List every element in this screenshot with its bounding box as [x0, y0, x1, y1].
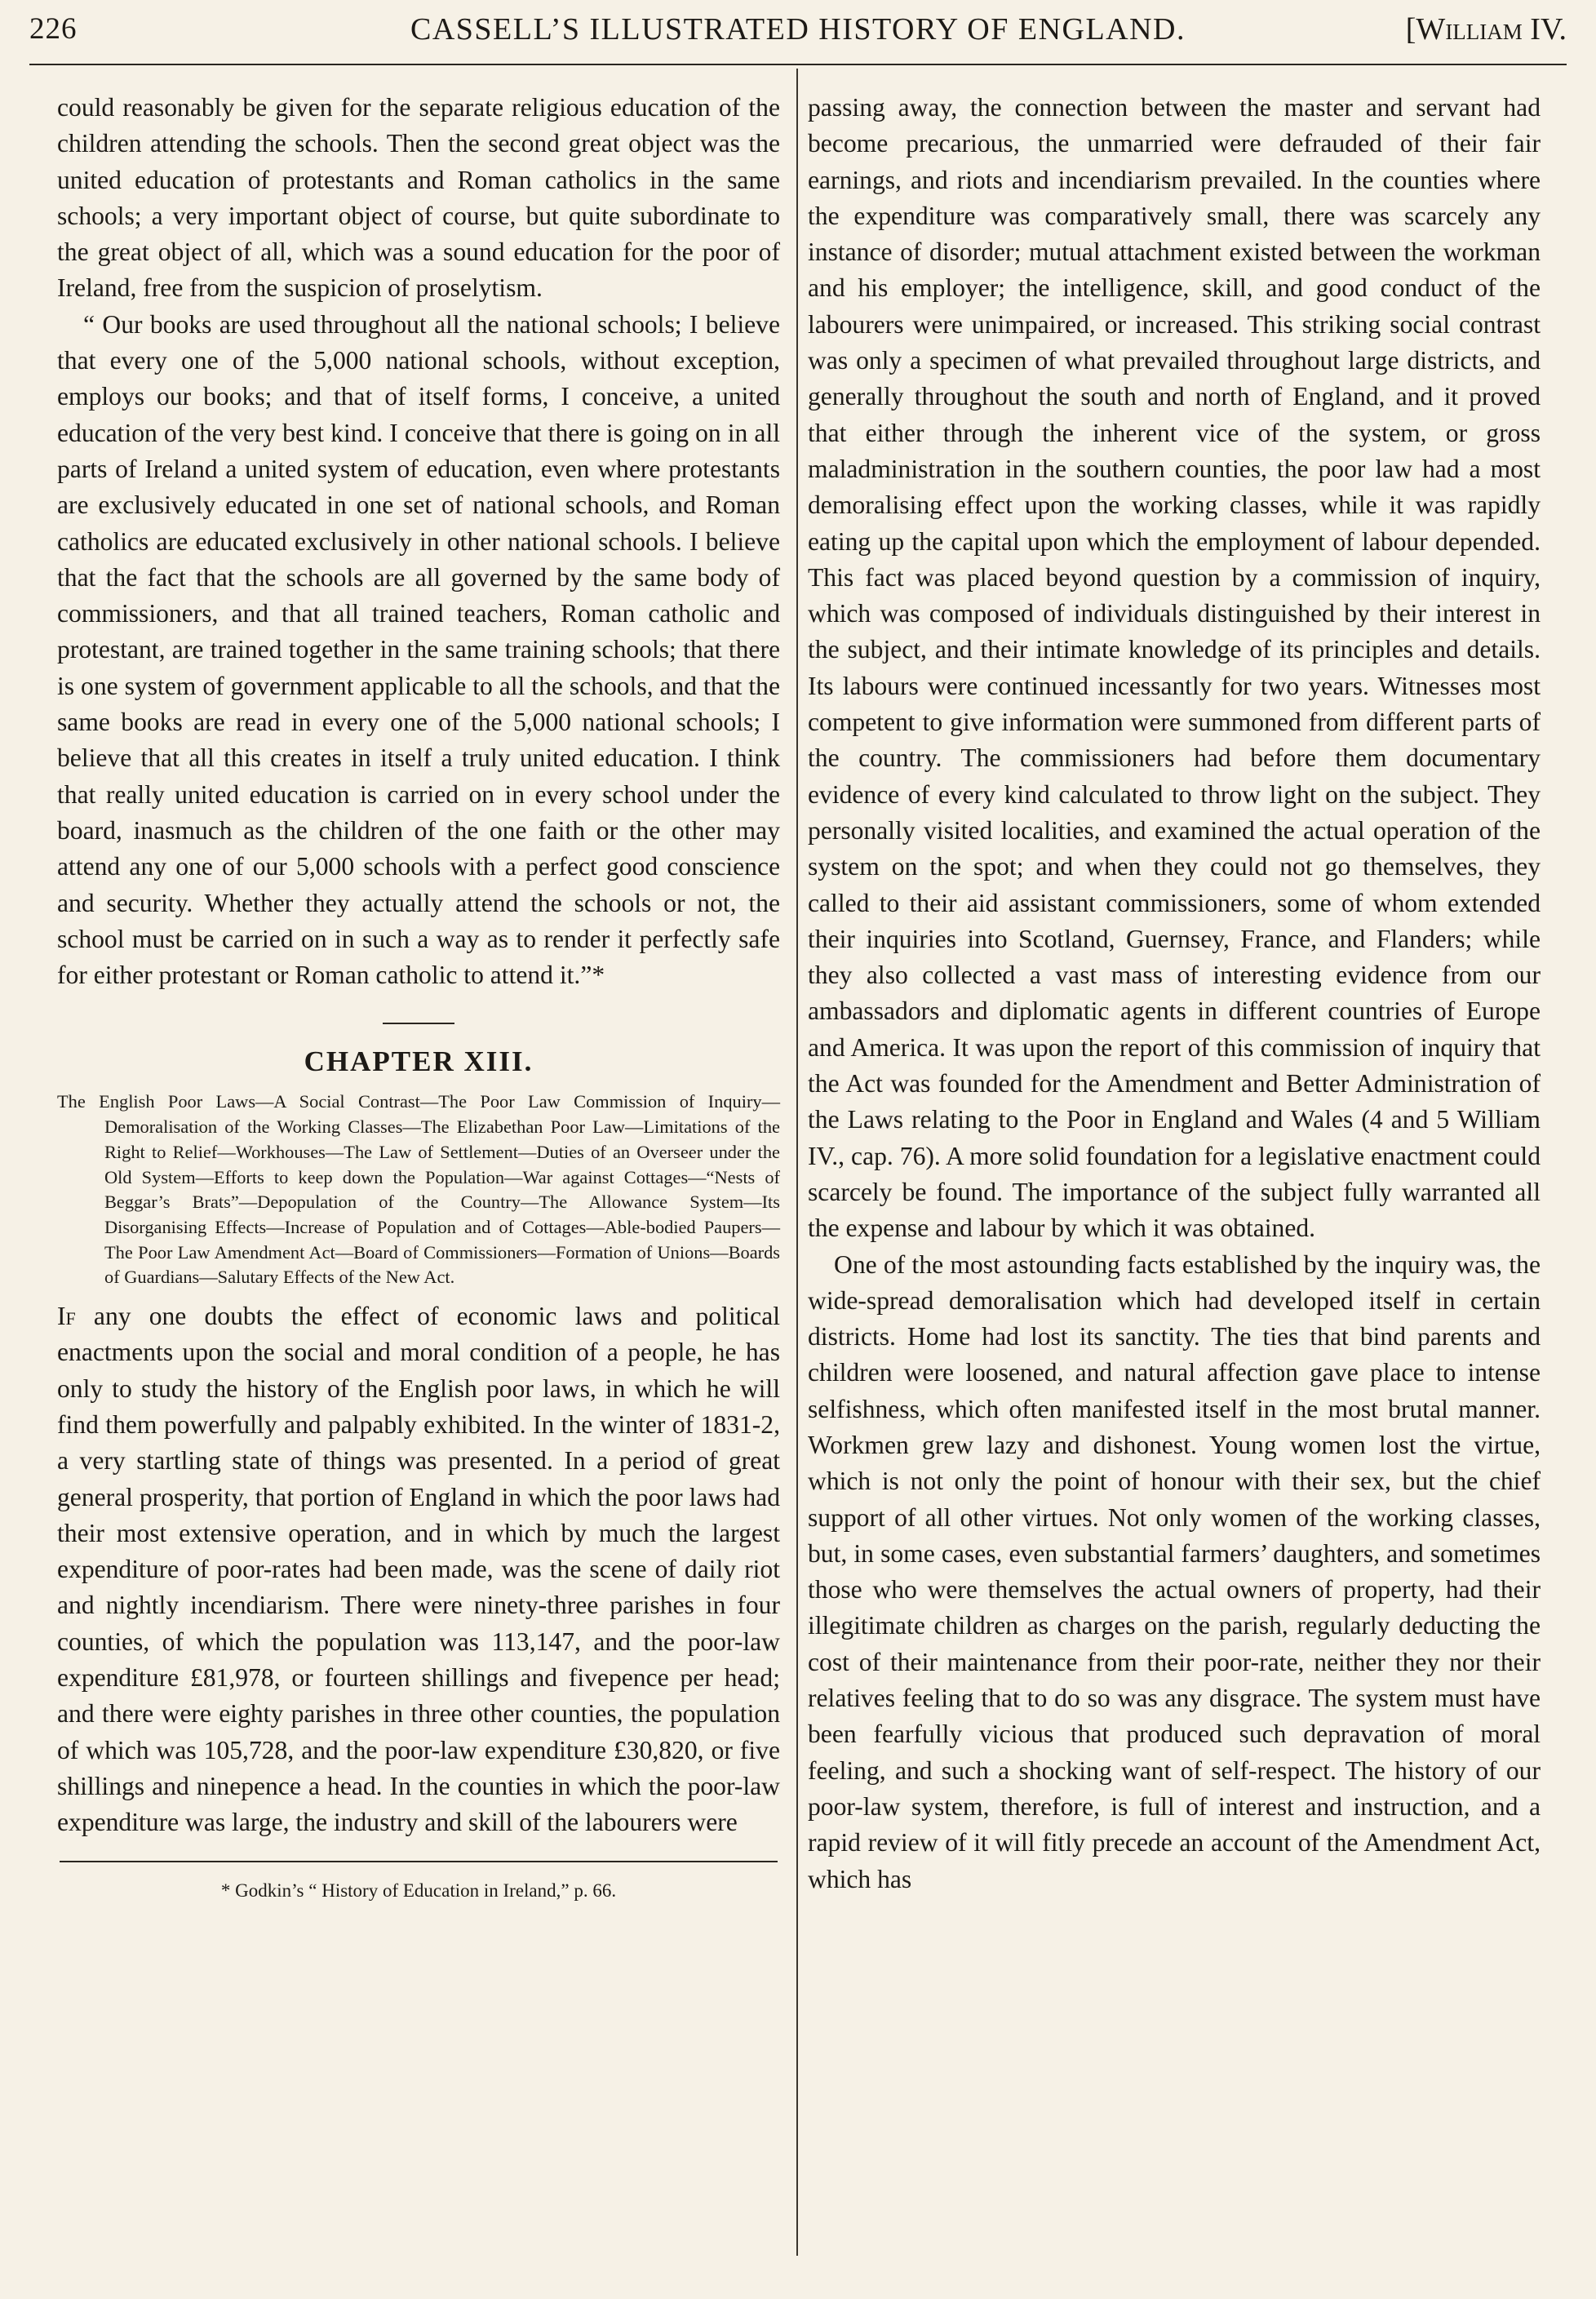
left-paragraph-3 [57, 1298, 780, 1840]
running-title: CASSELL’S ILLUSTRATED HISTORY OF ENGLAND. [410, 12, 1186, 47]
header-rule [29, 64, 1567, 65]
page-number: 226 [29, 12, 78, 46]
left-column [57, 90, 780, 1903]
left-paragraph-2: “ Our books are used throughout all the national schools; I believe that every one of the 5,000 national schools, without exception, employs our books; and that of itself forms, I conceive, a united education of the very best kind. I conceive that there is going on in all parts of Ireland a united system of education, even where protestants are exclusively educated in one set of national schools, and Roman catholics are educated exclusively in other national schools. I believe that the fact that the schools are all governed by the same body of commissioners, and that all trained teachers, Roman catholic and protestant, are trained together in the same training schools; that there is one system of government applicable to all the schools, and that the same books are read in every one of the 5,000 national schools; I believe that all this creates in itself a truly united education. I think that really united education is carried on in every school under the board, inasmuch as the children of the one faith or the other may attend any one of our 5,000 schools with a perfect good conscience and security. Whether they actually attend the schools or not, the school must be carried on in such a way as to render it perfectly safe for either protestant or Roman catholic to attend it.”* [57, 309, 780, 990]
column-divider [796, 69, 798, 2256]
left-paragraph-3-text: any one doubts the effect of economic laws and political enactments upon the social and moral condition of a people, he has only to study the history of the English poor laws, in which he will find them powerfully and palpably exhibited. In the winter of 1831-2, a very startling state of things was presented. In a period of great general prosperity, that portion of England in which the poor laws had their most extensive operation, and in which by much the largest expenditure of poor-rates had been made, was the scene of daily riot and nightly incendiarism. There were ninety-three parishes in four counties, of which the population was 113,147, and the poor-law expenditure £81,978, or fourteen shillings and fivepence per head; and there were eighty parishes in three other counties, the population of which was 105,728, and the poor-law expenditure £30,820, or five shillings and ninepence a head. In the counties in which the poor-law expenditure was large, the industry and skill of the labourers were [57, 1302, 780, 1837]
right-column [808, 90, 1541, 1897]
chapter-heading: CHAPTER XIII. [304, 1045, 534, 1078]
page-header [29, 11, 1567, 62]
chapter-separator [383, 1023, 454, 1024]
right-paragraph-1: passing away, the connection between the master and servant had become precarious, the unmarried were defrauded of their fair earnings, and riots and incendiarism prevailed. In the counties where the expenditure was comparatively small, there was scarcely any instance of disorder; mutual attachment existed between the workman and his employer; the intelligence, skill, and good conduct of the labourers were unimpaired, or increased. This striking social contrast was only a specimen of what prevailed throughout large districts, and generally throughout the south and north of England, and it proved that either through the inherent vice of the system, or gross maladministration in the southern counties, the poor law had a most demoralising effect upon the working classes, while it was rapidly eating up the capital upon which the employment of labour depended. This fact was placed beyond question by a commission of inquiry, which was composed of individuals distinguished by their interest in the subject, and their intimate knowledge of its principles and details. Its labours were continued incessantly for two years. Witnesses most competent to give information were summoned from different parts of the country. The commissioners had before them documentary evidence of every kind calculated to throw light on the subject. They personally visited localities, and examined the actual operation of the system on the spot; and when they could not go themselves, they called to their aid assistant commissioners, some of whom extended their inquiries into Scotland, Guernsey, France, and Flanders; while they also collected a vast mass of interesting evidence from our ambassadors and diplomatic agents in different countries of Europe and America. It was upon the report of this commission of inquiry that the Act was founded for the Amendment and Better Administration of the Laws relating to the Poor in England and Wales (4 and 5 William IV., cap. 76). A more solid foundation for a legislative enactment could scarcely be found. The importance of the subject fully warranted all the expense and labour by which it was obtained. [808, 93, 1541, 1243]
reign-suffix: IV. [1522, 12, 1567, 47]
footnote: * Godkin’s “ History of Education in Ireland,” p. 66. [220, 1880, 617, 1901]
right-paragraph-2: One of the most astounding facts established by the inquiry was, the wide-spread demoralisation which had developed itself in certain districts. Home had lost its sanctity. The ties that bind parents and children were loosened, and natural affection gave place to intense selfishness, which often manifested itself in the most brutal manner. Workmen grew lazy and dishonest. Young women lost the virtue, which is not only the point of honour with their sex, but the chief support of all other virtues. Not only women of the working classes, but, in some cases, even substantial farmers’ daughters, and sometimes those who were themselves the actual owners of property, had their illegitimate children as charges on the parish, regularly deducting the cost of their maintenance from their poor-rate, neither they nor their relatives feeling that to do so was any disgrace. The system must have been fearfully vicious that produced such depravation of moral feeling, and such a shocking want of self-respect. The history of our poor-law system, therefore, is full of interest and instruction, and a rapid review of it will fitly precede an account of the Amendment Act, which has [808, 1249, 1541, 1893]
left-paragraph-1: could reasonably be given for the separate religious education of the children attending the schools. Then the second great object was the united education of protestants and Roman catholics in the same schools; a very important object of course, but quite subordinate to the great object of all, which was a sound education for the poor of Ireland, free from the suspicion of proselytism. [57, 93, 780, 303]
chapter-synopsis: The English Poor Laws—A Social Contrast—The Poor Law Commission of Inquiry—Demoralisation of the Working Classes—The Elizabethan Poor Law—Limitations of the Right to Relief—Workhouses—The Law of Settlement—Duties of an Overseer under the Old System—Efforts to keep down the Population—War against Cottages—“Nests of Beggar’s Brats”—Depopulation of the Country—The Allowance System—Its Disorganising Effects—Increase of Population and of Cottages—Able-bodied Paupers—The Poor Law Amendment Act—Board of Commissioners—Formation of Unions—Boards of Guardians—Salutary Effects of the New Act. [57, 1091, 780, 1288]
dropcap-word: If [57, 1302, 76, 1331]
reign-caps: illiam [1445, 12, 1523, 47]
footnote-rule [60, 1861, 778, 1862]
reign-label [1406, 11, 1567, 47]
reign-prefix: [W [1405, 12, 1446, 47]
